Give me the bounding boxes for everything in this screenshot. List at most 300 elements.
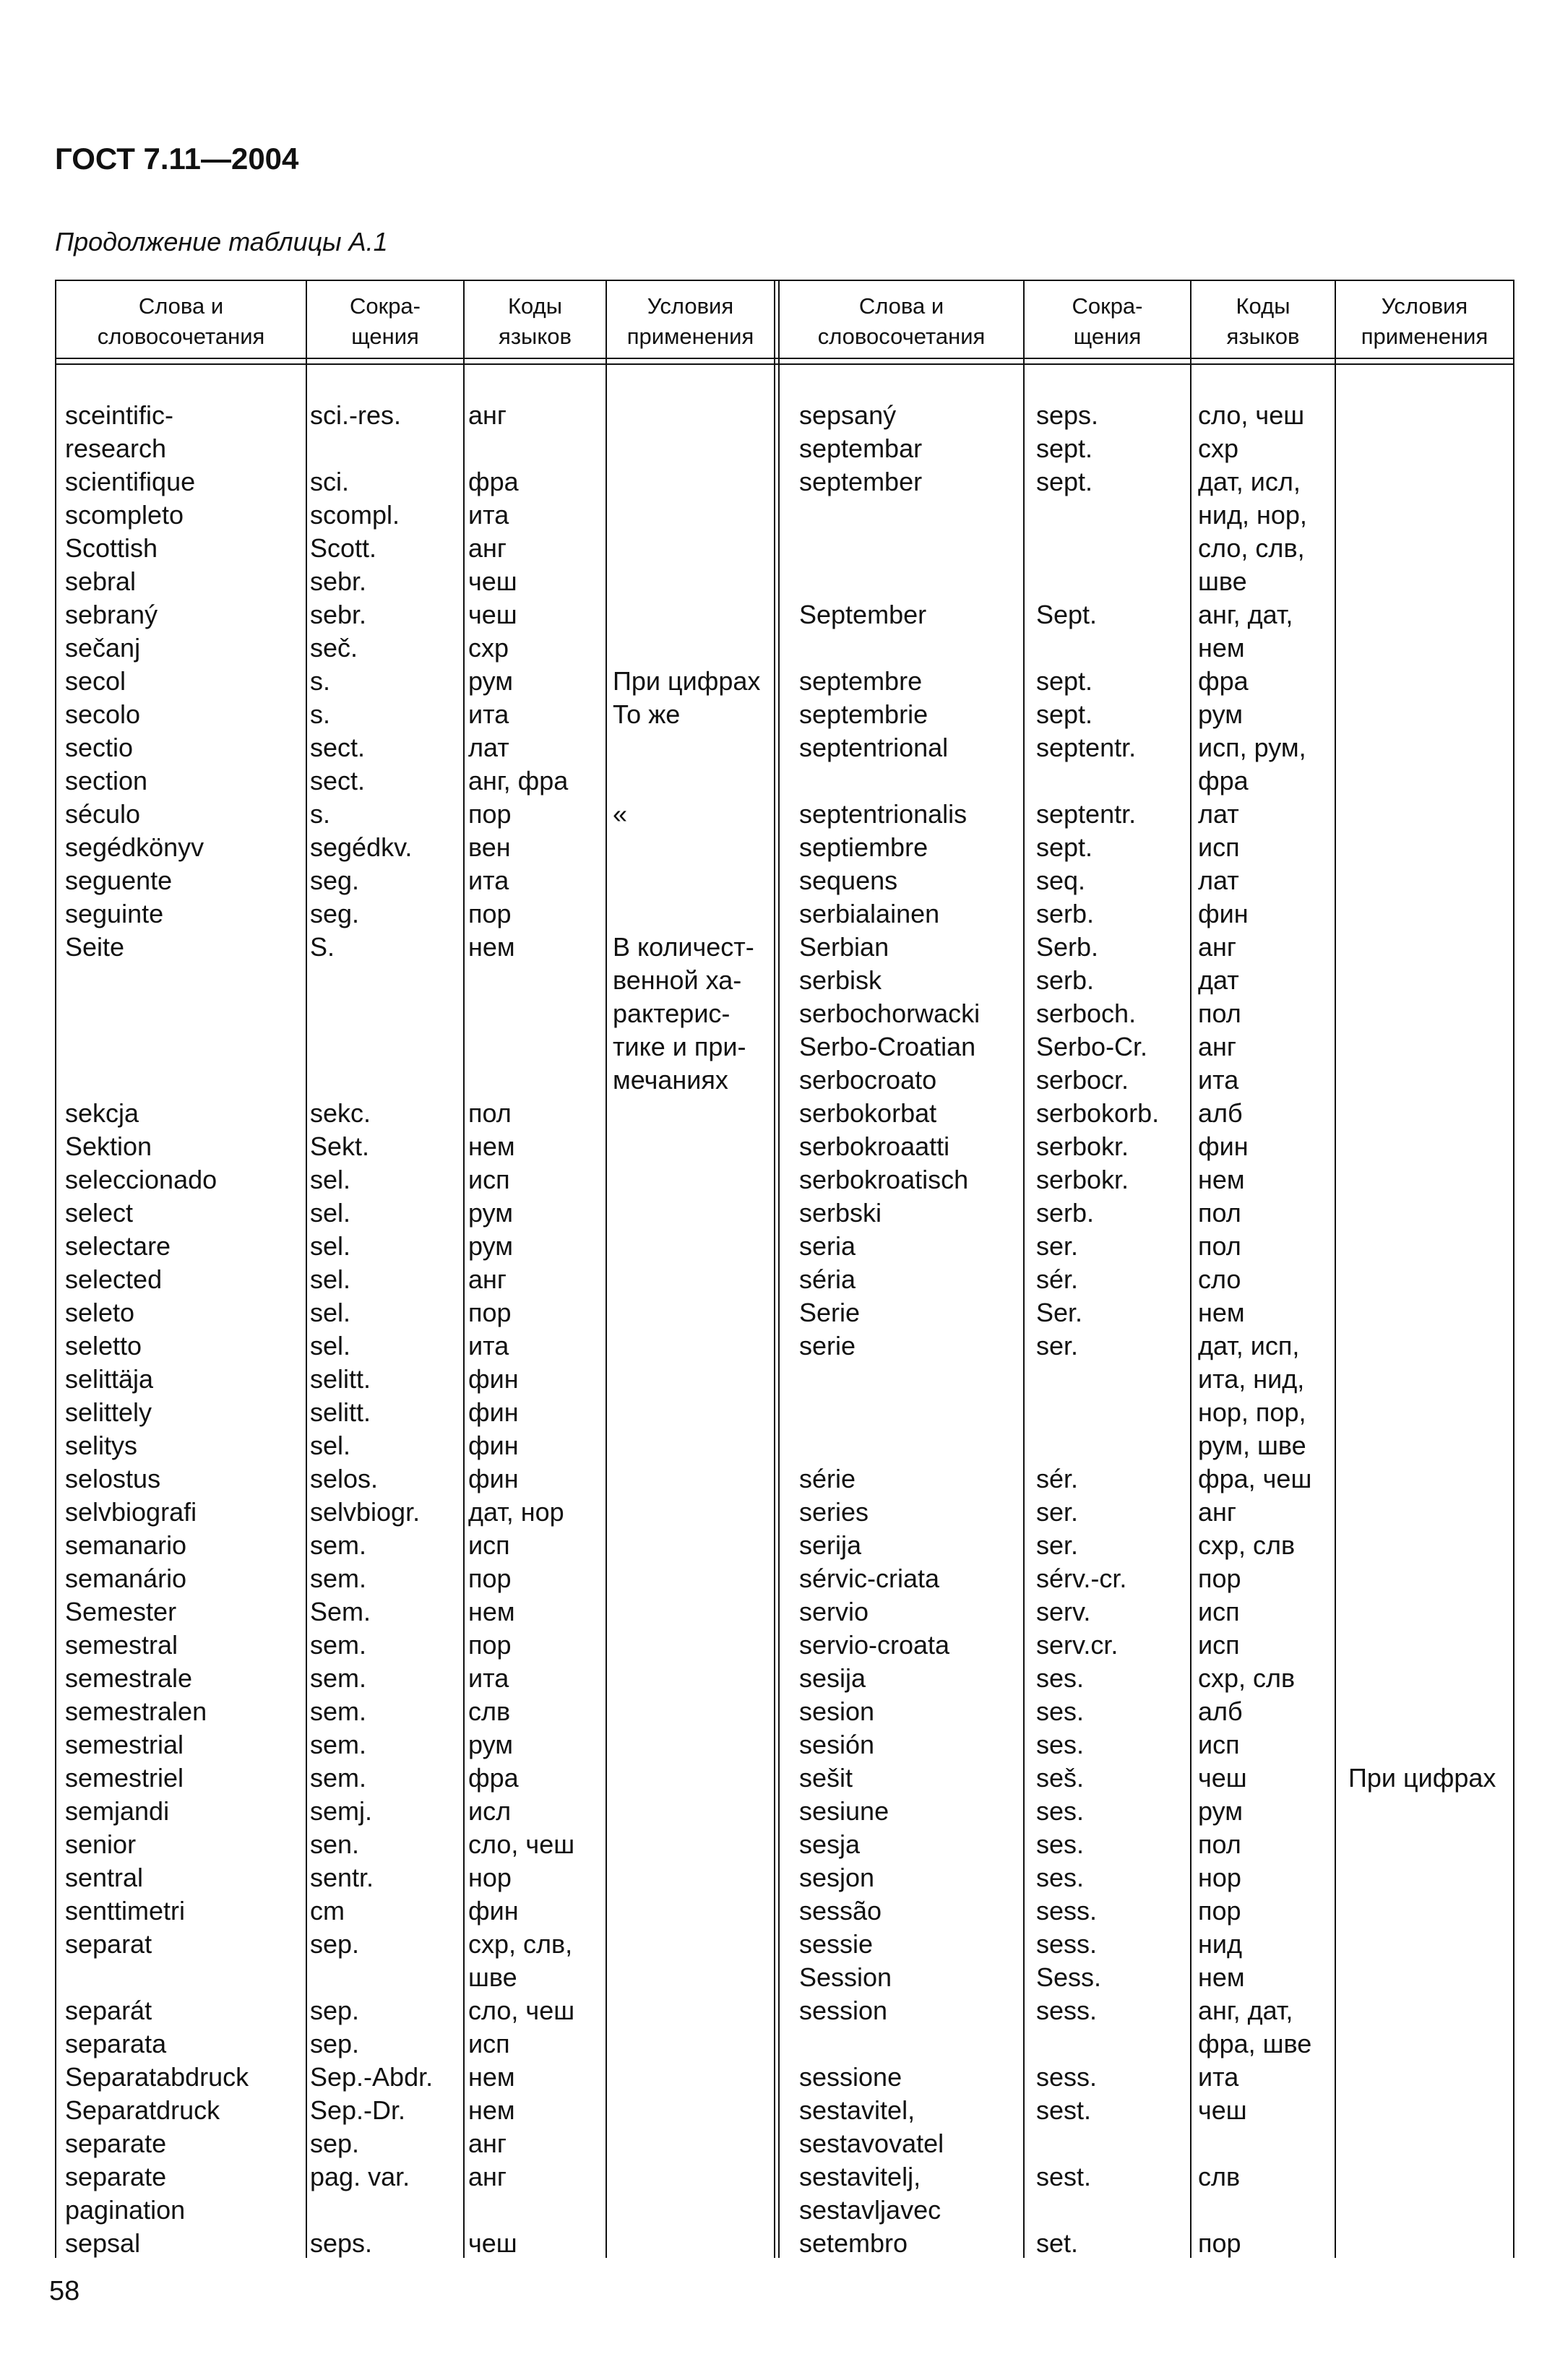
table-cell: То же <box>613 699 681 729</box>
table-cell: исп <box>1198 1730 1240 1759</box>
table-cell <box>310 1030 462 1064</box>
table-cell <box>613 1762 773 1795</box>
header-abbr: Сокра- щения <box>350 293 421 349</box>
table-cell: дат, исл, <box>1198 467 1301 496</box>
table-cell <box>1348 1163 1513 1197</box>
table-cell <box>65 1064 303 1097</box>
table-cell <box>613 1429 773 1462</box>
table-cell <box>1348 1064 1513 1097</box>
table-cell: анг <box>468 2129 507 2158</box>
table-cell <box>613 1462 773 1496</box>
table-cell <box>1348 665 1513 698</box>
col-left-conditions <box>613 399 773 2260</box>
table-cell: senior <box>65 1829 137 1859</box>
table-cell <box>1348 2227 1513 2260</box>
table-cell: нид <box>1198 1929 1242 1959</box>
table-cell <box>1348 1728 1513 1762</box>
table-cell: нем <box>468 932 515 962</box>
col-right-conditions <box>1348 399 1513 2260</box>
table-cell <box>613 1894 773 1928</box>
col-divider <box>1190 280 1191 2258</box>
table-cell: sequens <box>799 866 898 895</box>
table-cell <box>1198 2194 1334 2227</box>
table-cell: semjandi <box>65 1796 170 1826</box>
table-cell: тике и при- <box>613 1032 746 1061</box>
table-cell: segédkönyv <box>65 832 204 862</box>
table-cell: шве <box>468 1962 517 1992</box>
table-cell <box>613 1728 773 1762</box>
table-cell <box>65 964 303 997</box>
table-cell: фин <box>468 1431 519 1460</box>
table-cell: Serbian <box>799 932 889 962</box>
table-cell: serbocr. <box>1036 1065 1129 1095</box>
table-cell: sesion <box>799 1696 875 1726</box>
table-cell <box>613 1595 773 1629</box>
table-cell: semestriel <box>65 1763 184 1793</box>
table-cell <box>613 2061 773 2094</box>
table-cell <box>1036 2194 1189 2227</box>
table-cell: алб <box>1198 1696 1243 1726</box>
table-cell: separate <box>65 2129 167 2158</box>
table-cell: sér. <box>1036 1464 1079 1493</box>
table-cell: sebral <box>65 566 137 596</box>
table-cell: Serie <box>799 1298 861 1327</box>
table-cell <box>1348 565 1513 598</box>
table-cell: дат, нор <box>468 1497 564 1527</box>
table-cell <box>613 2094 773 2127</box>
table-cell: sestavitel, <box>799 2095 915 2125</box>
table-cell: separat <box>65 1929 152 1959</box>
table-cell <box>1348 1396 1513 1429</box>
table-cell: пор <box>468 1630 512 1660</box>
table-cell <box>1348 1429 1513 1462</box>
table-cell: semestrale <box>65 1663 193 1693</box>
table-cell: serb. <box>1036 1198 1095 1228</box>
table-cell: sepsal <box>65 2228 141 2258</box>
table-cell: Sekt. <box>310 1131 370 1161</box>
table-cell <box>1036 532 1189 565</box>
table-top-border <box>55 280 1514 281</box>
table-cell: ита, нид, <box>1198 1364 1305 1394</box>
table-cell <box>1348 1197 1513 1230</box>
table-cell: servio <box>799 1597 869 1626</box>
table-cell: нем <box>468 1131 515 1161</box>
header-codes: Коды языков <box>1226 293 1300 349</box>
table-cell: series <box>799 1497 869 1527</box>
table-cell: ser. <box>1036 1231 1079 1261</box>
table-cell <box>613 1296 773 1329</box>
table-cell: лат <box>468 733 509 762</box>
table-cell <box>1348 1894 1513 1928</box>
table-cell: анг, дат, <box>1198 600 1293 629</box>
table-cell: нем <box>468 1597 515 1626</box>
table-cell: septentr. <box>1036 799 1137 829</box>
table-cell: sesija <box>799 1663 866 1693</box>
col-divider <box>1335 280 1336 2258</box>
table-cell <box>613 2227 773 2260</box>
table-cell: cm <box>310 1896 345 1926</box>
table-cell: sept. <box>1036 832 1093 862</box>
table-cell <box>1348 997 1513 1030</box>
table-cell: Separatdruck <box>65 2095 220 2125</box>
table-cell: фра <box>1198 666 1249 696</box>
table-cell: фин <box>468 1896 519 1926</box>
table-cell <box>613 731 773 764</box>
table-cell <box>613 2160 773 2194</box>
table-cell <box>1348 864 1513 897</box>
table-cell: ses. <box>1036 1829 1085 1859</box>
table-cell: Scottish <box>65 533 158 563</box>
col-left-codes <box>468 399 604 2260</box>
table-cell <box>1348 1130 1513 1163</box>
table-cell: рум <box>1198 1796 1243 1826</box>
table-cell: нор, пор, <box>1198 1397 1306 1427</box>
table-cell <box>310 1064 462 1097</box>
table-cell <box>1348 532 1513 565</box>
table-cell: рум <box>468 1730 513 1759</box>
table-cell: setembro <box>799 2228 908 2258</box>
table-cell <box>1348 1529 1513 1562</box>
table-cell: serija <box>799 1530 862 1560</box>
table-cell: sem. <box>310 1663 367 1693</box>
table-cell: serbocroato <box>799 1065 937 1095</box>
table-cell: set. <box>1036 2228 1079 2258</box>
table-cell: sessie <box>799 1929 874 1959</box>
table-cell: чеш <box>468 566 517 596</box>
table-cell: схр <box>1198 434 1239 463</box>
table-cell: semanario <box>65 1530 187 1560</box>
col-divider <box>606 280 607 2258</box>
table-cell: шве <box>1198 566 1247 596</box>
table-cell <box>799 1396 1022 1429</box>
table-cell: sci. <box>310 467 349 496</box>
table-cell: seč. <box>310 633 358 663</box>
table-cell: scompleto <box>65 500 184 530</box>
table-cell: пол <box>1198 1829 1241 1859</box>
table-cell <box>310 964 462 997</box>
table-cell: ита <box>468 699 509 729</box>
table-cell: seps. <box>1036 400 1099 430</box>
table-cell: seletto <box>65 1331 142 1361</box>
table-cell <box>1348 2160 1513 2194</box>
table-cell: seguinte <box>65 899 164 928</box>
table-cell: схр, слв, <box>468 1929 573 1959</box>
table-cell: нем <box>1198 1165 1245 1194</box>
table-cell <box>1348 1462 1513 1496</box>
table-cell: sem. <box>310 1564 367 1593</box>
table-cell: septembrie <box>799 699 928 729</box>
table-cell: serbokorb. <box>1036 1098 1160 1128</box>
table-cell <box>1348 631 1513 665</box>
table-cell <box>1348 931 1513 964</box>
table-cell: нид, нор, <box>1198 500 1307 530</box>
table-cell: чеш <box>468 600 517 629</box>
table-cell: selitt. <box>310 1364 371 1394</box>
table-cell: ита <box>468 500 509 530</box>
table-cell <box>1036 2027 1189 2061</box>
page-number: 58 <box>49 2276 80 2306</box>
table-cell: Scott. <box>310 533 377 563</box>
table-cell: serbokorbat <box>799 1098 937 1128</box>
table-cell: select <box>65 1198 134 1228</box>
table-cell: separate <box>65 2162 167 2191</box>
col-left-abbrs <box>310 399 462 2260</box>
table-cell: septentrional <box>799 733 949 762</box>
table-cell: ита <box>468 1331 509 1361</box>
table-cell: seria <box>799 1231 856 1261</box>
table-cell <box>613 1828 773 1861</box>
table-cell: sessão <box>799 1896 882 1926</box>
table-cell: separát <box>65 1996 152 2025</box>
table-cell: serv.cr. <box>1036 1630 1119 1660</box>
table-cell: Sept. <box>1036 600 1098 629</box>
table-cell: ses. <box>1036 1696 1085 1726</box>
table-cell: Sem. <box>310 1597 371 1626</box>
table-cell: ита <box>468 866 509 895</box>
table-cell: sess. <box>1036 1896 1098 1926</box>
table-cell: дат, исп, <box>1198 1331 1300 1361</box>
table-cell: sesja <box>799 1829 861 1859</box>
table-cell: serbokroatisch <box>799 1165 969 1194</box>
table-cell <box>65 1030 303 1064</box>
table-cell <box>1036 1363 1189 1396</box>
table-cell: sest. <box>1036 2162 1092 2191</box>
table-cell: serbisk <box>799 965 882 995</box>
table-cell: september <box>799 467 923 496</box>
table-cell <box>1348 2094 1513 2127</box>
table-cell <box>1348 1263 1513 1296</box>
table-cell <box>613 1629 773 1662</box>
table-cell: sect. <box>310 733 366 762</box>
col-right-codes <box>1198 399 1334 2260</box>
table-cell: pagination <box>65 2195 186 2225</box>
table-cell: Seite <box>65 932 125 962</box>
col-divider <box>463 280 465 2258</box>
table-cell: фин <box>1198 1131 1249 1161</box>
table-cell: sem. <box>310 1630 367 1660</box>
table-cell: исп <box>468 2029 510 2058</box>
table-cell: seleccionado <box>65 1165 217 1194</box>
table-cell: рум <box>468 1231 513 1261</box>
table-cell <box>468 964 604 997</box>
col-left-words <box>65 399 303 2260</box>
table-cell: sel. <box>310 1431 351 1460</box>
table-cell: sebr. <box>310 566 367 596</box>
table-cell: sepsaný <box>799 400 897 430</box>
table-cell: sérv.-cr. <box>1036 1564 1127 1593</box>
table-cell: serb. <box>1036 899 1095 928</box>
table-cell <box>613 864 773 897</box>
table-cell <box>1348 1662 1513 1695</box>
table-cell <box>613 1329 773 1363</box>
table-cell <box>1036 631 1189 665</box>
col-divider <box>778 280 780 2258</box>
table-cell: sesiune <box>799 1796 889 1826</box>
table-cell: sestavitelj, <box>799 2162 921 2191</box>
table-cell: secolo <box>65 699 141 729</box>
table-cell: сло <box>1198 1264 1241 1294</box>
table-cell: septembar <box>799 434 923 463</box>
table-cell <box>1348 1363 1513 1396</box>
table-cell: séria <box>799 1264 856 1294</box>
table-cell: s. <box>310 799 331 829</box>
table-cell: анг <box>468 400 507 430</box>
table-cell <box>1348 1961 1513 1994</box>
table-cell: рактерис- <box>613 999 731 1028</box>
header-conditions: Условия применения <box>1361 293 1488 349</box>
table-cell: septentr. <box>1036 733 1137 762</box>
table-cell <box>799 499 1022 532</box>
table-cell: senttimetri <box>65 1896 186 1926</box>
table-cell: сло, чеш <box>468 1996 575 2025</box>
table-cell: seg. <box>310 899 360 928</box>
table-cell <box>613 499 773 532</box>
table-cell: sečanj <box>65 633 141 663</box>
table-cell: чеш <box>468 2228 517 2258</box>
table-cell: слв <box>1198 2162 1241 2191</box>
table-cell: лат <box>1198 799 1239 829</box>
table-cell <box>65 997 303 1030</box>
table-cell <box>1348 1928 1513 1961</box>
table-cell: Sep.-Dr. <box>310 2095 406 2125</box>
table-cell <box>310 1961 462 1994</box>
table-cell: фра <box>468 1763 519 1793</box>
table-cell: septentrionalis <box>799 799 968 829</box>
header-conditions: Условия применения <box>626 293 754 349</box>
table-cell: В количест- <box>613 932 754 962</box>
table-cell: servio-croata <box>799 1630 950 1660</box>
table-cell: пор <box>468 1564 512 1593</box>
table-cell: sebr. <box>310 600 367 629</box>
table-cell: sestavovatel <box>799 2129 944 2158</box>
table-cell: selittely <box>65 1397 152 1427</box>
table-cell: serie <box>799 1331 856 1361</box>
table-cell: анг, дат, <box>1198 1996 1293 2025</box>
table-cell: анг <box>1198 1032 1237 1061</box>
table-cell: sem. <box>310 1763 367 1793</box>
document-title: ГОСТ 7.11—2004 <box>55 142 299 176</box>
table-cell: sem. <box>310 1696 367 1726</box>
table-cell: s. <box>310 666 331 696</box>
table-cell: мечаниях <box>613 1065 728 1095</box>
table-cell: ses. <box>1036 1796 1085 1826</box>
table-cell: слв <box>468 1696 511 1726</box>
table-cell: sessione <box>799 2062 902 2092</box>
table-cell: seps. <box>310 2228 373 2258</box>
table-cell <box>613 1695 773 1728</box>
table-cell: вен <box>468 832 511 862</box>
table-cell: sel. <box>310 1198 351 1228</box>
table-cell <box>1036 2127 1189 2160</box>
table-cell: Session <box>799 1962 892 1992</box>
table-cell: selectare <box>65 1231 171 1261</box>
table-cell: исп <box>1198 832 1240 862</box>
table-cell: sen. <box>310 1829 360 1859</box>
table-cell: sentr. <box>310 1863 374 1892</box>
table-cell: semestral <box>65 1630 178 1660</box>
header-words: Слова и словосочетания <box>97 293 265 349</box>
table-cell: sep. <box>310 1996 360 2025</box>
table-cell: serboch. <box>1036 999 1137 1028</box>
table-cell: фин <box>1198 899 1249 928</box>
table-cell <box>1348 1329 1513 1363</box>
table-cell: sep. <box>310 1929 360 1959</box>
table-cell <box>1348 1595 1513 1629</box>
table-cell: septiembre <box>799 832 928 862</box>
table-cell <box>1348 1695 1513 1728</box>
table-cell <box>613 764 773 798</box>
table-cell: serbokr. <box>1036 1131 1129 1161</box>
table-cell: sess. <box>1036 2062 1098 2092</box>
table-cell: нем <box>1198 633 1245 663</box>
table-cell <box>1348 831 1513 864</box>
table-cell <box>799 532 1022 565</box>
table-cell <box>1348 1296 1513 1329</box>
table-cell: анг <box>468 1264 507 1294</box>
table-cell: схр <box>468 633 509 663</box>
table-cell: sept. <box>1036 699 1093 729</box>
header-double-border <box>55 363 1514 365</box>
table-cell: рум, шве <box>1198 1431 1306 1460</box>
header-abbr: Сокра- щения <box>1072 293 1143 349</box>
table-cell <box>613 1163 773 1197</box>
table-cell: нем <box>468 2095 515 2125</box>
table-cell <box>1348 2194 1513 2227</box>
table-cell <box>613 432 773 465</box>
table-cell <box>799 1363 1022 1396</box>
table-cell <box>1036 499 1189 532</box>
table-cell <box>613 1197 773 1230</box>
table-cell: Sep.-Abdr. <box>310 2062 434 2092</box>
table-cell: selostus <box>65 1464 161 1493</box>
table-cell: série <box>799 1464 856 1493</box>
table-cell <box>613 1363 773 1396</box>
table-cell: пор <box>1198 1564 1241 1593</box>
table-cell: алб <box>1198 1098 1243 1128</box>
table-cell <box>799 631 1022 665</box>
table-cell <box>613 1529 773 1562</box>
table-cell <box>613 565 773 598</box>
table-cell: sep. <box>310 2129 360 2158</box>
col-right-abbrs <box>1036 399 1189 2260</box>
table-cell: segédkv. <box>310 832 413 862</box>
table-cell <box>1348 1994 1513 2027</box>
table-cell: чеш <box>1198 2095 1247 2125</box>
table-cell <box>1348 1496 1513 1529</box>
table-cell: sept. <box>1036 434 1093 463</box>
table-cell <box>1348 964 1513 997</box>
table-cell <box>613 1263 773 1296</box>
col-divider <box>774 280 775 2258</box>
table-cell <box>613 1130 773 1163</box>
table-cell: semj. <box>310 1796 373 1826</box>
table-cell <box>613 1928 773 1961</box>
table-cell <box>1348 399 1513 432</box>
table-cell: sesión <box>799 1730 875 1759</box>
table-cell: ser. <box>1036 1497 1079 1527</box>
table-cell: венной ха- <box>613 965 742 995</box>
table-cell: sel. <box>310 1264 351 1294</box>
table-cell: S. <box>310 932 335 962</box>
table-cell <box>310 2194 462 2227</box>
table-cell: separata <box>65 2029 167 2058</box>
table-cell <box>613 1097 773 1130</box>
table-cell: scompl. <box>310 500 400 530</box>
table-cell: selitys <box>65 1431 138 1460</box>
table-cell: чеш <box>1198 1763 1247 1793</box>
table-cell <box>613 1230 773 1263</box>
table-cell: исп <box>1198 1630 1240 1660</box>
